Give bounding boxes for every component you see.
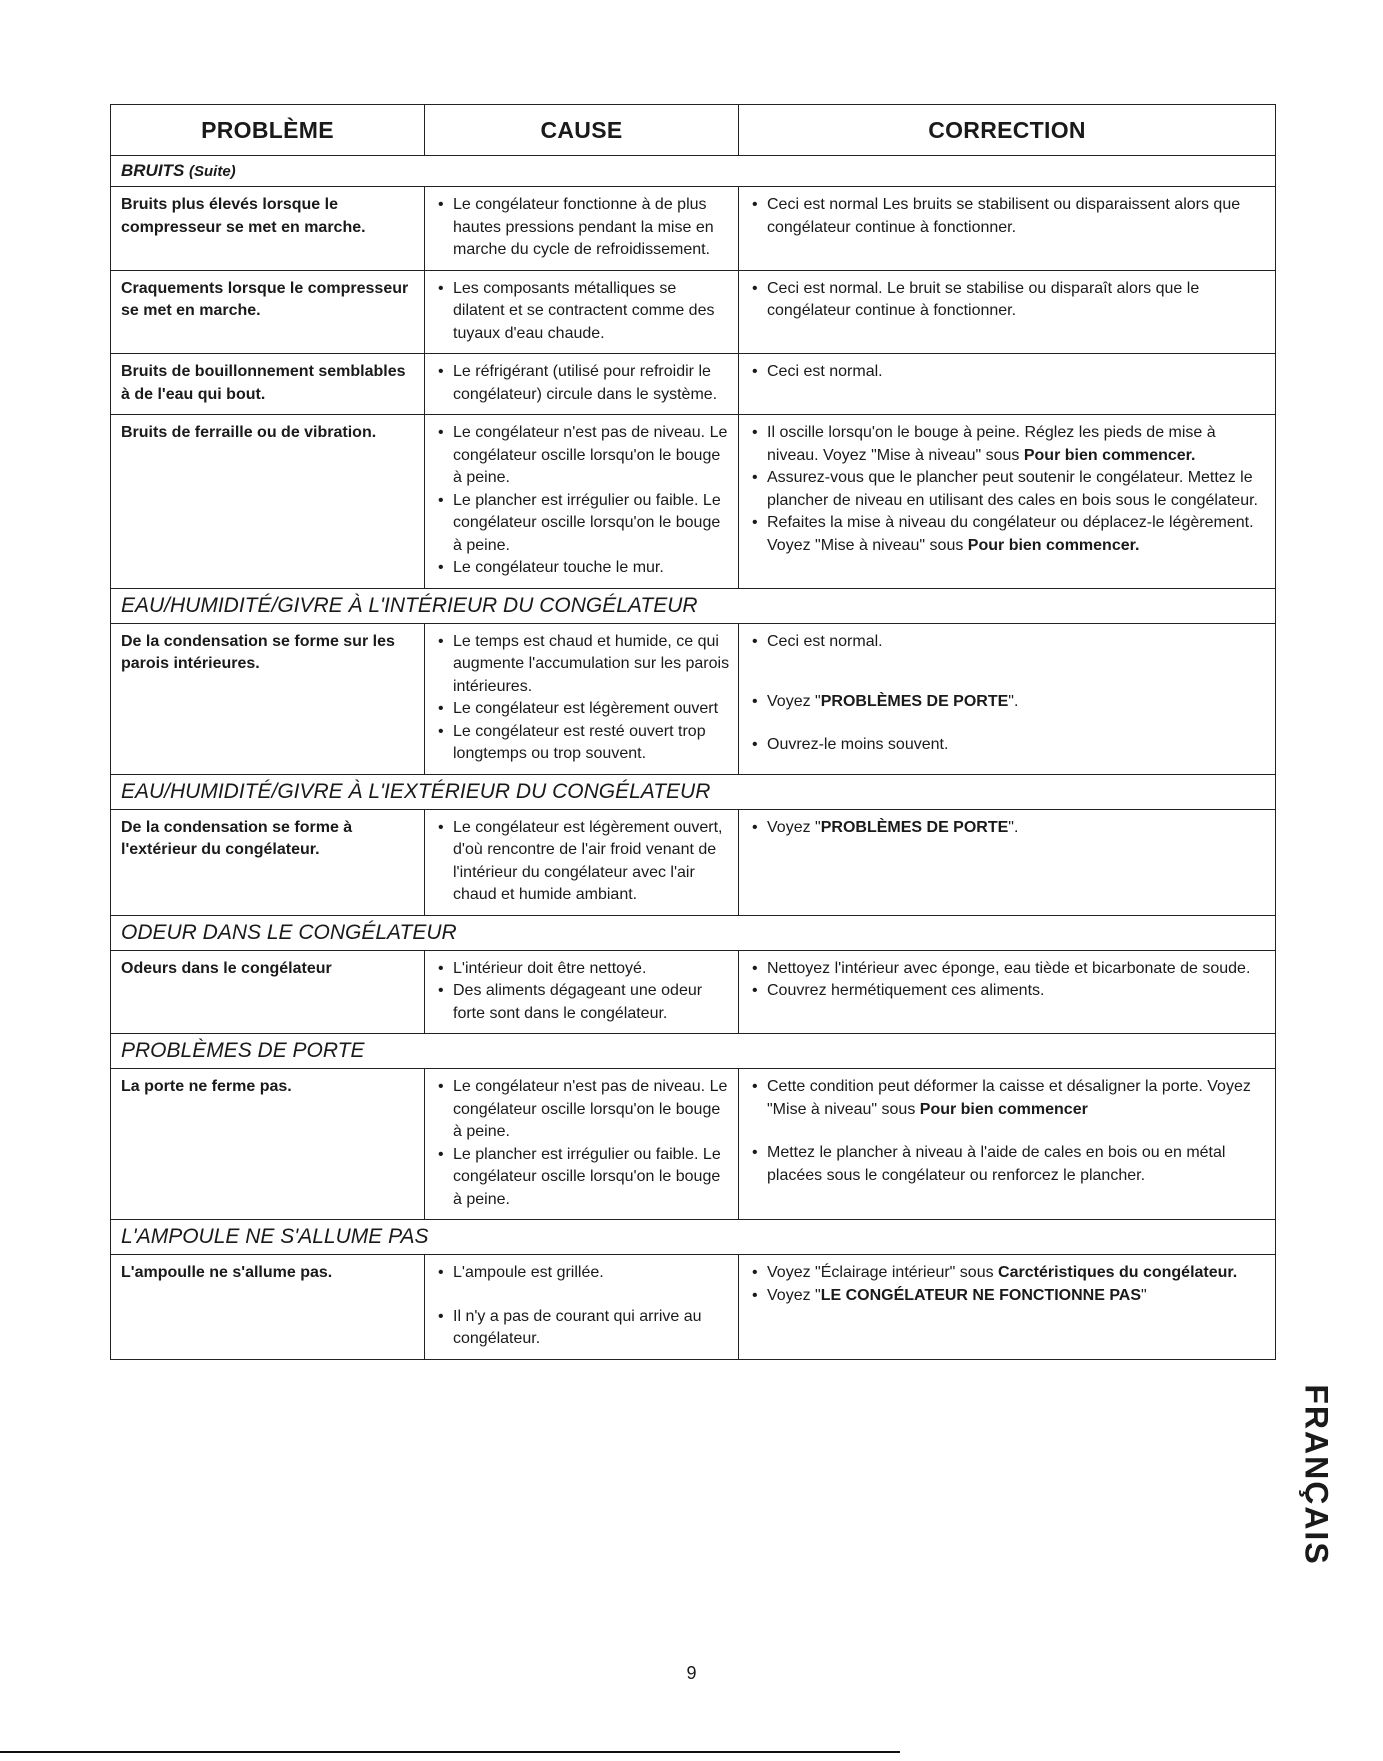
table-row <box>111 810 1275 916</box>
cause-cell <box>425 1255 739 1359</box>
cause-cell <box>425 354 739 414</box>
problem-cell: La porte ne ferme pas. <box>111 1069 425 1219</box>
correction-cell <box>739 624 1275 774</box>
table-row <box>111 951 1275 1035</box>
section-ampoule: L'AMPOULE NE S'ALLUME PAS <box>111 1220 1275 1255</box>
correction-ref: Pour bien commencer <box>919 1100 1088 1118</box>
table-row <box>111 415 1275 589</box>
table-row <box>111 187 1275 271</box>
correction-ref: Pour bien commencer. <box>967 536 1140 554</box>
cause-item: • Le temps est chaud et humide, ce qui augmente l'accumulation sur les parois intérieures. <box>453 631 730 699</box>
header-cause: CAUSE <box>425 105 739 155</box>
table-row <box>111 354 1275 415</box>
correction-text: Il oscille lorsqu'on le bouge à peine. Réglez les pieds de mise à niveau. Voyez "Mise à niveau" sous <box>767 424 1216 464</box>
section-bruits <box>111 156 1275 187</box>
correction-ref: LE CONGÉLATEUR NE FONCTIONNE PAS <box>820 1286 1142 1304</box>
language-tab <box>1296 1370 1336 1580</box>
language-label: FRANÇAIS <box>1298 1384 1335 1566</box>
cause-cell <box>425 951 739 1034</box>
correction-item <box>767 817 1267 840</box>
cause-cell <box>425 624 739 774</box>
problem-cell: Bruits plus élevés lorsque le compresseur se met en marche. <box>111 187 425 270</box>
correction-ref: PROBLÈMES DE PORTE <box>820 818 1009 836</box>
problem-cell: Bruits de ferraille ou de vibration. <box>111 415 425 588</box>
correction-item <box>767 422 1267 467</box>
correction-cell <box>739 354 1275 414</box>
cause-item: • Le plancher est irrégulier ou faible. Le congélateur oscille lorsqu'on le bouge à peine. <box>453 490 730 558</box>
correction-ref: Carctéristiques du congélateur. <box>998 1264 1238 1281</box>
table-row <box>111 624 1275 775</box>
correction-item: • Ouvrez-le moins souvent. <box>767 734 1267 757</box>
correction-ref: PROBLÈMES DE PORTE <box>820 693 1009 710</box>
correction-item: • Ceci est normal. Le bruit se stabilise ou disparaît alors que le congélateur continue à fonctionner. <box>767 278 1267 323</box>
cause-item: • Le plancher est irrégulier ou faible. Le congélateur oscille lorsqu'on le bouge à peine. <box>453 1144 730 1212</box>
correction-cell <box>739 1255 1275 1359</box>
page-number: 9 <box>686 1663 697 1683</box>
table-row <box>111 271 1275 355</box>
table-row <box>111 1069 1275 1220</box>
section-eau-interieur: EAU/HUMIDITÉ/GIVRE À L'INTÉRIEUR DU CONGÉLATEUR <box>111 589 1275 624</box>
header-probleme: PROBLÈME <box>111 105 425 155</box>
cause-item: • L'intérieur doit être nettoyé. <box>453 958 730 981</box>
cause-item: • Le congélateur est légèrement ouvert, d'où rencontre de l'air froid venant de l'intérieur du congélateur avec l'air chaud et humide ambiant. <box>453 817 730 907</box>
header-correction: CORRECTION <box>928 116 1086 143</box>
cause-cell <box>425 415 739 588</box>
correction-cell <box>739 951 1275 1034</box>
correction-cell <box>739 415 1275 588</box>
correction-item <box>767 691 1267 714</box>
correction-item: • Nettoyez l'intérieur avec éponge, eau tiède et bicarbonate de soude. <box>767 958 1267 981</box>
correction-item <box>767 1285 1267 1308</box>
correction-cell <box>739 1069 1275 1219</box>
page-bottom-rule <box>0 1751 900 1753</box>
problem-cell: L'ampoulle ne s'allume pas. <box>111 1255 425 1359</box>
cause-item: • Le réfrigérant (utilisé pour refroidir le congélateur) circule dans le système. <box>453 361 730 406</box>
table-header <box>111 105 1275 156</box>
correction-item: • Couvrez hermétiquement ces aliments. <box>767 980 1267 1003</box>
correction-cell <box>739 810 1275 915</box>
section-subtitle: (Suite) <box>189 163 236 180</box>
correction-item: • Assurez-vous que le plancher peut soutenir le congélateur. Mettez le plancher de niveau en utilisant des cales en bois sous le congélateur. <box>767 467 1267 512</box>
cause-cell <box>425 810 739 915</box>
correction-item <box>767 1076 1267 1121</box>
correction-text: " <box>1141 1286 1147 1304</box>
correction-cell <box>739 187 1275 270</box>
section-porte: PROBLÈMES DE PORTE <box>111 1034 1275 1069</box>
cause-item: • Le congélateur touche le mur. <box>453 557 730 580</box>
correction-item: • Ceci est normal. <box>767 631 1267 654</box>
cause-item: • Il n'y a pas de courant qui arrive au congélateur. <box>453 1306 730 1351</box>
section-odeur: ODEUR DANS LE CONGÉLATEUR <box>111 916 1275 951</box>
problem-cell: De la condensation se forme sur les parois intérieures. <box>111 624 425 774</box>
troubleshooting-table <box>110 104 1276 1360</box>
cause-cell <box>425 1069 739 1219</box>
section-eau-exterieur: EAU/HUMIDITÉ/GIVRE À L'IEXTÉRIEUR DU CONGÉLATEUR <box>111 775 1275 810</box>
section-title: BRUITS <box>121 161 185 180</box>
correction-text: Voyez "Éclairage intérieur" sous <box>767 1264 999 1281</box>
cause-item: • Le congélateur est resté ouvert trop longtemps ou trop souvent. <box>453 721 730 766</box>
correction-ref: Pour bien commencer. <box>1023 446 1196 464</box>
correction-text: Voyez " <box>767 818 821 836</box>
table-row <box>111 1255 1275 1359</box>
correction-text: Voyez " <box>767 693 821 710</box>
cause-cell <box>425 271 739 354</box>
cause-item: • Des aliments dégageant une odeur forte sont dans le congélateur. <box>453 980 730 1025</box>
correction-text: Cette condition peut déformer la caisse et désaligner la porte. Voyez "Mise à niveau" sous <box>767 1078 1251 1118</box>
correction-text: Refaites la mise à niveau du congélateur ou déplacez-le légèrement. Voyez "Mise à niveau" sous <box>767 514 1254 554</box>
cause-cell <box>425 187 739 270</box>
problem-cell: Odeurs dans le congélateur <box>111 951 425 1034</box>
correction-cell <box>739 271 1275 354</box>
cause-item: • Le congélateur est légèrement ouvert <box>453 698 730 721</box>
correction-item <box>767 1262 1267 1285</box>
problem-cell: Craquements lorsque le compresseur se met en marche. <box>111 271 425 354</box>
cause-item: • Le congélateur n'est pas de niveau. Le congélateur oscille lorsqu'on le bouge à peine. <box>453 422 730 490</box>
problem-cell: De la condensation se forme à l'extérieur du congélateur. <box>111 810 425 915</box>
correction-item: • Ceci est normal Les bruits se stabilisent ou disparaissent alors que congélateur continue à fonctionner. <box>767 194 1267 239</box>
correction-item <box>767 512 1267 557</box>
correction-text: ". <box>1008 693 1019 710</box>
cause-item: • L'ampoule est grillée. <box>453 1262 730 1285</box>
correction-item: • Ceci est normal. <box>767 361 1267 384</box>
cause-item: • Les composants métalliques se dilatent et se contractent comme des tuyaux d'eau chaude. <box>453 278 730 346</box>
correction-text: Voyez " <box>767 1286 821 1304</box>
correction-item: • Mettez le plancher à niveau à l'aide de cales en bois ou en métal placées sous le congélateur ou renforcez le plancher. <box>767 1142 1267 1187</box>
correction-text: ". <box>1008 818 1019 836</box>
cause-item: • Le congélateur fonctionne à de plus hautes pressions pendant la mise en marche du cycle de refroidissement. <box>453 194 730 262</box>
problem-cell: Bruits de bouillonnement semblables à de l'eau qui bout. <box>111 354 425 414</box>
cause-item: • Le congélateur n'est pas de niveau. Le congélateur oscille lorsqu'on le bouge à peine. <box>453 1076 730 1144</box>
